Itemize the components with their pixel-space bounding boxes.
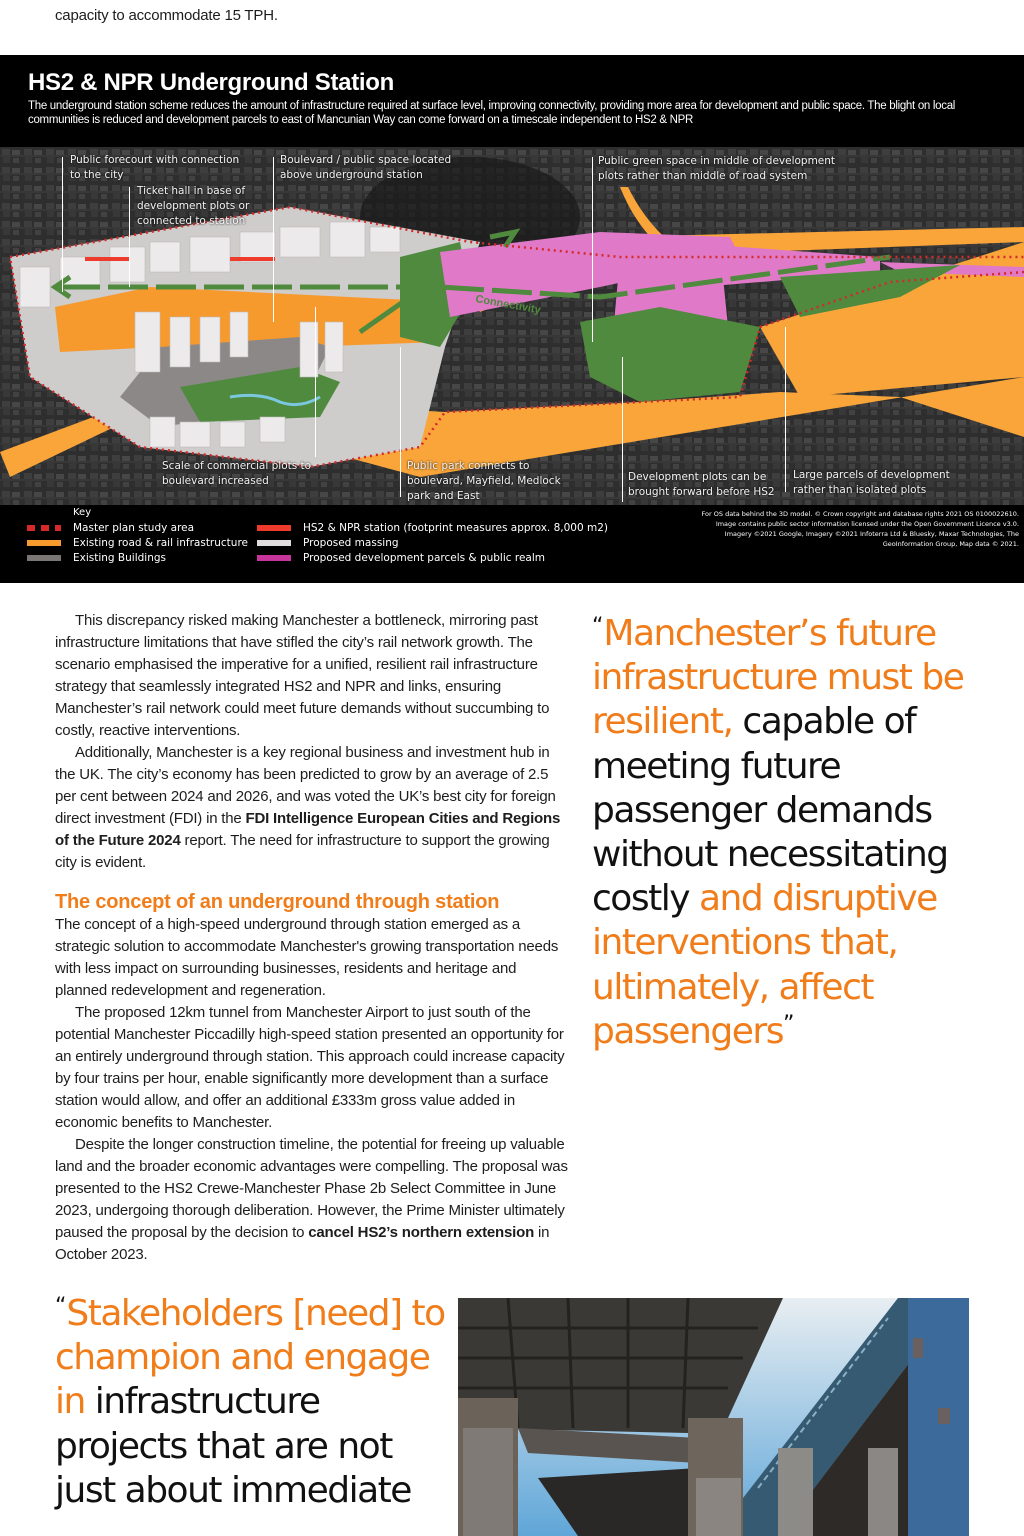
callout-text: boulevard, Mayfield, Medlock [407,475,561,487]
callout-line [592,157,593,342]
quote-highlight: Manchester’s future infrastructure must be resilient, [592,613,964,743]
callout-boulevard [280,153,451,183]
callout-text: above underground station [280,169,423,181]
callout-line [400,347,401,497]
cancel-hs2-link[interactable]: cancel HS2’s northern extension [308,1224,535,1241]
paragraph: This discrepancy risked making Manchester a bottleneck, mirroring past infrastructure limitations that have stifled the city’s rail network growth. The scenario emphasised the imperative for a unified, resilient rail infrastructure strategy that seamlessly integrated HS2 and NPR and links, ensuring Manchester’s rail network could meet future demands without succumbing to costly, reactive interventions. [55,612,550,739]
key-label: Existing Buildings [73,551,166,564]
key-label: Proposed development parcels & public realm [303,551,546,564]
close-quote-mark: ” [782,1011,795,1037]
connectivity-label: Connectivity [474,293,542,317]
paragraph [55,1134,570,1266]
callout-text: Ticket hall in base of [137,185,246,197]
callout-text: park and East [407,490,480,502]
masterplan-map [0,147,1024,505]
figure-header [0,55,1024,147]
callout-text: Public park connects to [407,460,530,472]
text-span: Despite the longer construction timeline, the potential for freeing up valuable land and the broader economic advantages were compelling. The proposal was presented to the HS2 Crewe-Manchester Phase 2b Select Committee in June 2023, undergoing thorough deliberation. However, the Prime Minister ultimately paused the proposal by the decision to [55,1136,568,1241]
text-span: Additionally, Manchester is a key regional business and investment hub in the UK. The city’s economy has been predicted to grow by an average of 2.5 per cent between 2024 and 2026, and was voted the UK’s best city for foreign direct investment (FDI) in the [55,744,556,827]
key-label: Master plan study area [73,521,195,534]
viaduct-image [458,1298,969,1536]
section-heading: The concept of an underground through station [55,891,500,913]
fdi-report-link[interactable]: FDI Intelligence European Cities and Regions of the Future 2024 [55,810,561,849]
callout-line [273,157,274,322]
key-label: HS2 & NPR station (footprint measures approx. 8,000 m2) [303,521,609,534]
callout-line [315,307,316,457]
orange-swatch [27,540,61,546]
callout-text: connected to station [137,215,246,227]
callout-text: Large parcels of development [793,469,950,481]
paragraph: The concept of a high-speed underground through station emerged as a strategic solution to accommodate Manchester's growing transportation needs with less impact on surrounding businesses, residents and heritage and planned redevelopment and regeneration. [55,916,559,999]
light-grey-swatch [257,540,291,546]
credit-line: GeoInformation Group, Map data © 2021. [882,540,1019,548]
key-item-station [257,520,608,535]
quote-highlight: and disruptive interventions that, ultimately, affect passengers [592,878,937,1052]
callout-text: Boulevard / public space located [280,154,452,166]
callout-text: Development plots can be [628,471,767,483]
callout-public-park [407,459,561,504]
callout-text: to the city [70,169,124,181]
callout-text: Scale of commercial plots to [162,460,312,472]
article-body [55,610,570,1266]
open-quote-mark: “ [55,1294,67,1319]
open-quote-mark: “ [592,614,604,639]
map-credit [679,509,1019,549]
pull-quote-resilience [592,612,972,1054]
railway-viaduct-photo [458,1298,969,1536]
magenta-swatch [257,555,291,561]
grey-swatch [27,555,61,561]
callout-green-space [598,154,835,184]
credit-line: For OS data behind the 3D model. © Crown copyright and database rights 2021 OS 0100022610. [701,510,1019,518]
credit-line: Imagery ©2021 Google, Imagery ©2021 Infoterra Ltd & Bluesky, Maxar Technologies, The [724,530,1019,538]
key-label: Existing road & rail infrastructure [73,536,248,549]
callout-text: Public forecourt with connection [70,154,240,166]
text-span: report. The need for infrastructure to support the growing city is evident. [55,832,550,871]
quote-text: capable of meeting future passenger demands without necessitating costly [592,701,948,920]
callout-line [129,187,130,287]
key-item-road-rail [27,535,248,550]
red-swatch [257,525,291,531]
callout-ticket-hall [137,184,249,229]
callout-public-forecourt [70,153,239,183]
callout-text: development plots or [137,200,250,212]
dotted-red-swatch [27,525,61,531]
callout-text: rather than isolated plots [793,484,927,496]
paragraph: The proposed 12km tunnel from Manchester Airport to just south of the potential Manchester Piccadilly high-speed station presented an opportunity for an entirely underground through station. This approach could increase capacity by four trains per hour, enable significantly more development than a surface station would allow, and offer an additional £333m gross value added in economic benefits to Manchester. [55,1004,565,1131]
callout-line [62,157,63,292]
callout-text: boulevard increased [162,475,269,487]
callout-line [622,357,623,502]
callout-text: brought forward before HS2 [628,486,775,498]
key-item-massing [257,535,399,550]
map-key [0,505,1024,583]
credit-line: Image contains public sector information licensed under the Open Government Licence v3.0. [715,520,1019,528]
previous-paragraph-end [55,5,565,27]
key-item-study-area [27,520,194,535]
text-line: capacity to accommodate 15 TPH. [55,7,278,24]
callout-text: plots rather than middle of road system [598,170,808,182]
paragraph [55,742,570,874]
callout-text: Public green space in middle of development [598,155,836,167]
callout-commercial-plots [162,459,311,489]
callout-line [785,327,786,492]
callout-development-plots [628,470,775,500]
figure-title: HS2 & NPR Underground Station [28,69,394,96]
hs2-npr-figure [0,55,1024,583]
key-label: Proposed massing [303,536,399,549]
quote-text: infrastructure projects that are not just about immediate [55,1381,411,1511]
key-item-development [257,550,545,565]
quote-highlight: Stakeholders [need] to champion and engage in [55,1293,445,1423]
text-span: in October 2023. [55,1224,550,1263]
key-title: Key [73,507,92,518]
callout-large-parcels [793,468,950,498]
figure-subtitle: The underground station scheme reduces the amount of infrastructure required at surface level, improving connectivity, providing more area for development and public space. The blight on local communities is reduced and development parcels to east of Mancunian Way can come forward on a timescale independent to HS2 & NPR [28,100,956,126]
pull-quote-stakeholders [55,1292,445,1513]
key-item-existing-buildings [27,550,166,565]
